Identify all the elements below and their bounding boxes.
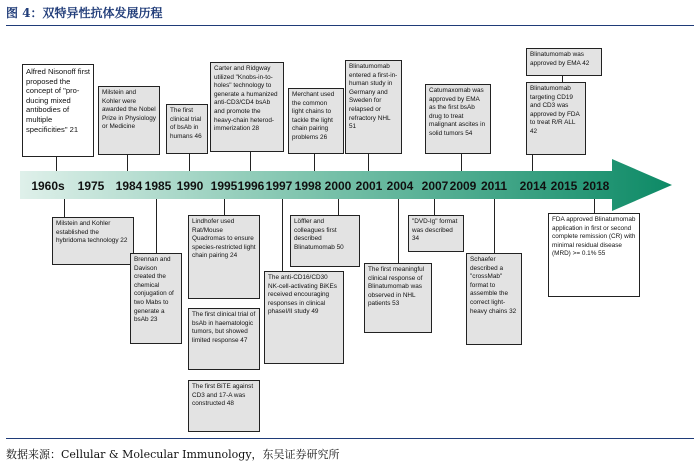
connector-line: [532, 155, 533, 171]
year-label: 1975: [77, 179, 105, 193]
year-label: 1996: [237, 179, 265, 193]
year-label: 1984: [115, 179, 143, 193]
event-box: The first BiTE against CD3 and 17-A was constructed 48: [188, 380, 260, 432]
event-box: The anti-CD16/CD30 NK-cell-activating BiKEs received encouraging responses in clinical phaseI/II study 49: [264, 271, 344, 364]
year-label: 1997: [265, 179, 293, 193]
connector-line: [189, 154, 190, 171]
event-box: The first clinical trial of bsAb in humans 46: [166, 104, 208, 154]
connector-line: [594, 199, 595, 213]
year-label: 2007: [421, 179, 449, 193]
year-label: 2009: [449, 179, 477, 193]
event-box: Blinatumomab targeting CD19 and CD3 was approved by FDA to treat R/R ALL 42: [526, 82, 586, 155]
year-label: 1998: [294, 179, 322, 193]
connector-line: [434, 199, 435, 215]
event-box: Schaefer described a "crossMab" format to assemble the correct light-heavy chains 32: [466, 253, 522, 345]
event-box: Catumaxomab was approved by EMA as the first bsAb drug to treat malignant ascites in solid tumors 54: [425, 84, 491, 154]
connector-line: [64, 199, 65, 217]
connector-line: [368, 154, 369, 171]
event-box: Blinatumomab entered a first-in-human study in Germany and Sweden for relapsed or refractory NHL 51: [345, 60, 402, 154]
connector-line: [282, 199, 283, 271]
event-box: Carter and Ridgway utilized "Knobs-in-to-holes" technology to generate a humanized anti-CD3/CD4 bsAb and promote the heavy-chain heterod-immerization 28: [210, 62, 284, 152]
connector-line: [461, 154, 462, 171]
year-label: 2018: [582, 179, 610, 193]
connector-line: [250, 152, 251, 171]
source-note: 数据来源：Cellular & Molecular Immunology，东吴证券研究所: [6, 448, 340, 461]
event-box: The first meaningful clinical response of Blinatumomab was observed in NHL patients 53: [364, 263, 432, 333]
connector-line: [314, 154, 315, 171]
year-label: 1960s: [31, 179, 65, 193]
event-box: Lindhofer used Rat/Mouse Quadromas to ensure species-restricted light chain pairing 24: [188, 215, 260, 299]
year-label: 2015: [550, 179, 578, 193]
year-label: 2004: [386, 179, 414, 193]
event-box: Brennan and Davison created the chemical conjugation of two Mabs to generate a bsAb 23: [130, 253, 182, 344]
year-label: 2000: [324, 179, 352, 193]
figure-title: 图 4：双特异性抗体发展历程: [6, 6, 163, 20]
connector-line: [127, 155, 128, 171]
year-label: 1990: [176, 179, 204, 193]
connector-line: [156, 199, 157, 253]
event-box: Milstein and Kohler were awarded the Nobel Prize in Physiology or Medicine: [98, 86, 160, 155]
source-rule: [6, 438, 694, 439]
event-box: The first clinical trial of bsAb in haematologic tumors, but showed limited response 47: [188, 308, 260, 370]
connector-line: [224, 199, 225, 215]
connector-line: [562, 76, 563, 82]
year-label: 2001: [355, 179, 383, 193]
year-label: 1995: [210, 179, 238, 193]
connector-line: [398, 199, 399, 263]
connector-line: [494, 199, 495, 253]
year-label: 2014: [519, 179, 547, 193]
event-box: Merchant used the common light chains to tackle the light chain pairing problems 26: [288, 88, 344, 154]
event-box: Milstein and Kohler established the hybridoma technology 22: [52, 217, 134, 265]
event-box: Blinatumomab was approved by EMA 42: [526, 48, 602, 76]
event-box: Löffler and colleagues first described Blinatumomab 50: [290, 215, 360, 267]
connector-line: [56, 157, 57, 171]
event-box: "DVD-Ig" format was described 34: [408, 215, 464, 252]
event-box: FDA approved Blinatumomab application in first or second complete remission (CR) with minimal residual disease (MRD) >= 0.1% 55: [548, 213, 640, 297]
year-label: 2011: [480, 179, 508, 193]
event-box: Alfred Nisonoff first proposed the concept of "pro-ducing mixed antibodies of multiple specificities" 21: [22, 64, 94, 157]
connector-line: [338, 199, 339, 215]
year-label: 1985: [144, 179, 172, 193]
